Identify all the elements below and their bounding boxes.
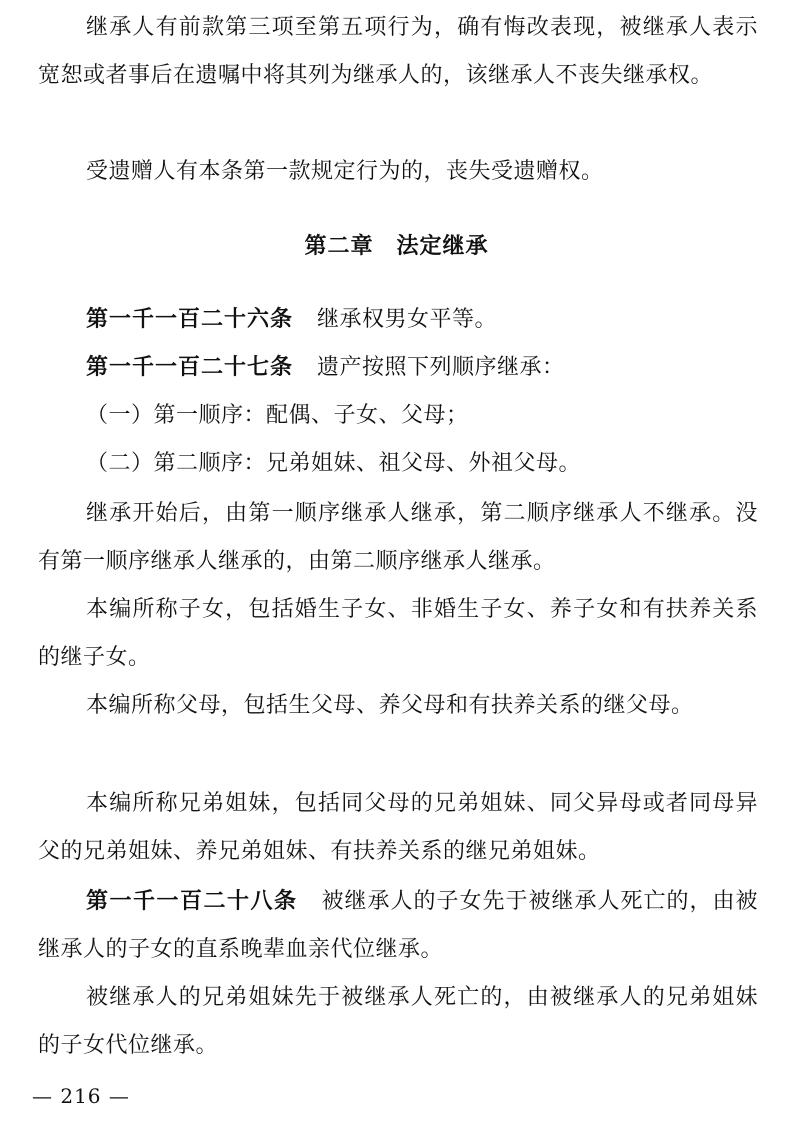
paragraph-parents-definition: 本编所称父母，包括生父母、养父母和有扶养关系的继父母。 [86,693,694,718]
page-number: — 216 — [32,1084,130,1108]
paragraph-siblings-definition: 本编所称兄弟姐妹，包括同父母的兄弟姐妹、同父异母或者同母异父的兄弟姐妹、养兄弟姐妹、有扶养关系的继兄弟姐妹。 [38,791,758,864]
list-item-first-order: （一）第一顺序：配偶、子女、父母； [86,403,469,428]
article-number: 第一千一百二十八条 [86,889,298,914]
article-text: 遗产按照下列顺序继承： [317,355,565,380]
article-text: 继承权男女平等。 [317,307,498,332]
list-item-second-order: （二）第二顺序：兄弟姐妹、祖父母、外祖父母。 [86,451,582,476]
article-1127 [38,344,758,392]
paragraph-sibling-representation: 被继承人的兄弟姐妹先于被继承人死亡的，由被继承人的兄弟姐妹的子女代位继承。 [38,985,758,1058]
article-number: 第一千一百二十六条 [86,307,294,332]
article-1126 [38,296,758,344]
paragraph-legatee: 受遗赠人有本条第一款规定行为的，丧失受遗赠权。 [86,159,604,184]
paragraph-forgiveness: 继承人有前款第三项至第五项行为，确有悔改表现，被继承人表示宽恕或者事后在遗嘱中将其列为继承人的，该继承人不丧失继承权。 [38,15,758,88]
article-text: 被继承人的子女先于被继承人死亡的，由被继承人的子女的直系晚辈血亲代位继承。 [38,889,758,962]
article-1128 [38,878,758,974]
paragraph-children-definition: 本编所称子女，包括婚生子女、非婚生子女、养子女和有扶养关系的继子女。 [38,597,758,670]
article-number: 第一千一百二十七条 [86,355,294,380]
paragraph-order-rule: 继承开始后，由第一顺序继承人继承，第二顺序继承人不继承。没有第一顺序继承人继承的，由第二顺序继承人继承。 [38,501,758,574]
chapter-title: 第二章 法定继承 [304,234,489,259]
